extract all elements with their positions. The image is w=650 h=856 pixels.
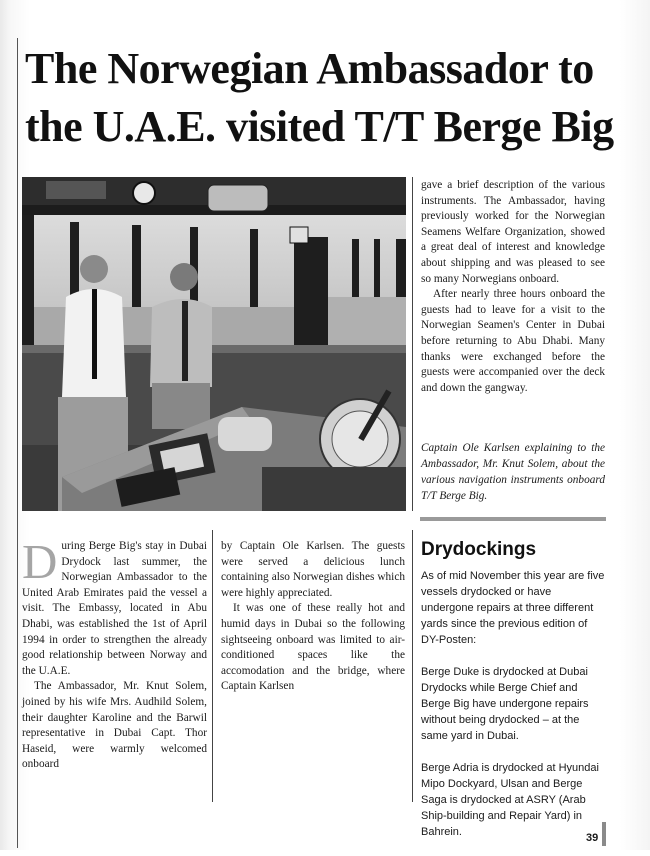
- left-margin-rule: [17, 38, 18, 848]
- page-number: 39: [586, 832, 599, 844]
- page-number-bar: [602, 822, 606, 846]
- article-paragraph-2: The Ambassador, Mr. Knut Solem, joined by his wife Mrs. Audhild Solem, their daughter Karoline and the Barwil representative in Dubai Capt. Thor Haseid, were warmly welcomed onboard: [22, 680, 207, 771]
- article-paragraph-5: gave a brief description of the various instruments. The Ambassador, having previously worked for the Norwegian Seamens Welfare Organization, showed a great deal of interest and knowledge about shipping and was pleased to see so many Norwegians onboard.: [421, 179, 605, 285]
- dropcap: D: [22, 534, 58, 589]
- article-column-3: [421, 178, 605, 396]
- article-paragraph-4: It was one of these really hot and humid days in Dubai so the following sightseeing onboard was limited to air-conditioned spaces like the accomodation and the bridge, where Captain Karlsen: [221, 602, 405, 693]
- bridge-photo: [22, 177, 406, 511]
- article-column-1: [22, 534, 207, 773]
- drydockings-body: [421, 568, 605, 856]
- column-rule-photo: [412, 177, 413, 511]
- article-paragraph-3: by Captain Ole Karlsen. The guests were served a delicious lunch containing also Norwegian dishes which were highly appreciated.: [221, 540, 405, 599]
- drydockings-heading: Drydockings: [421, 539, 537, 560]
- article-paragraph-1: uring Berge Big's stay in Dubai Drydock last summer, the Norwegian Ambassador to the United Arab Emirates paid the vessel a visit. The Embassy, located in Abu Dhabi, was established the 1st of April 1994 in order to strengthen the already good relationship between Norway and the U.A.E.: [22, 540, 207, 677]
- drydockings-paragraph-1: As of mid November this year are five vessels drydocked or have undergone repairs at three different yards since the previous edition of DY-Posten:: [421, 570, 605, 646]
- column-rule-1: [212, 530, 213, 802]
- article-title: The Norwegian Ambassador to the U.A.E. visited T/T Berge Big: [25, 44, 614, 151]
- article-column-2: [221, 539, 405, 695]
- section-divider: [420, 517, 606, 521]
- drydockings-paragraph-2: Berge Duke is drydocked at Dubai Drydocks while Berge Chief and Berge Big have undergone repairs without being drydocked – at the same yard in Dubai.: [421, 666, 589, 742]
- column-rule-2: [412, 530, 413, 802]
- drydockings-paragraph-3: Berge Adria is drydocked at Hyundai Mipo Dockyard, Ulsan and Berge Saga is drydocked at ASRY (Arab Ship-building and Repair Yard) in Bahrein.: [421, 762, 599, 838]
- article-paragraph-6: After nearly three hours onboard the guests had to leave for a visit to the Norwegian Seamen's Center in Dubai before returning to Abu Dhabi. Many thanks were exchanged before the guests were accompanied over the deck and down the gangway.: [421, 288, 605, 394]
- photo-caption: Captain Ole Karlsen explaining to the Ambassador, Mr. Knut Solem, about the various navigation instruments onboard T/T Berge Big.: [421, 442, 605, 502]
